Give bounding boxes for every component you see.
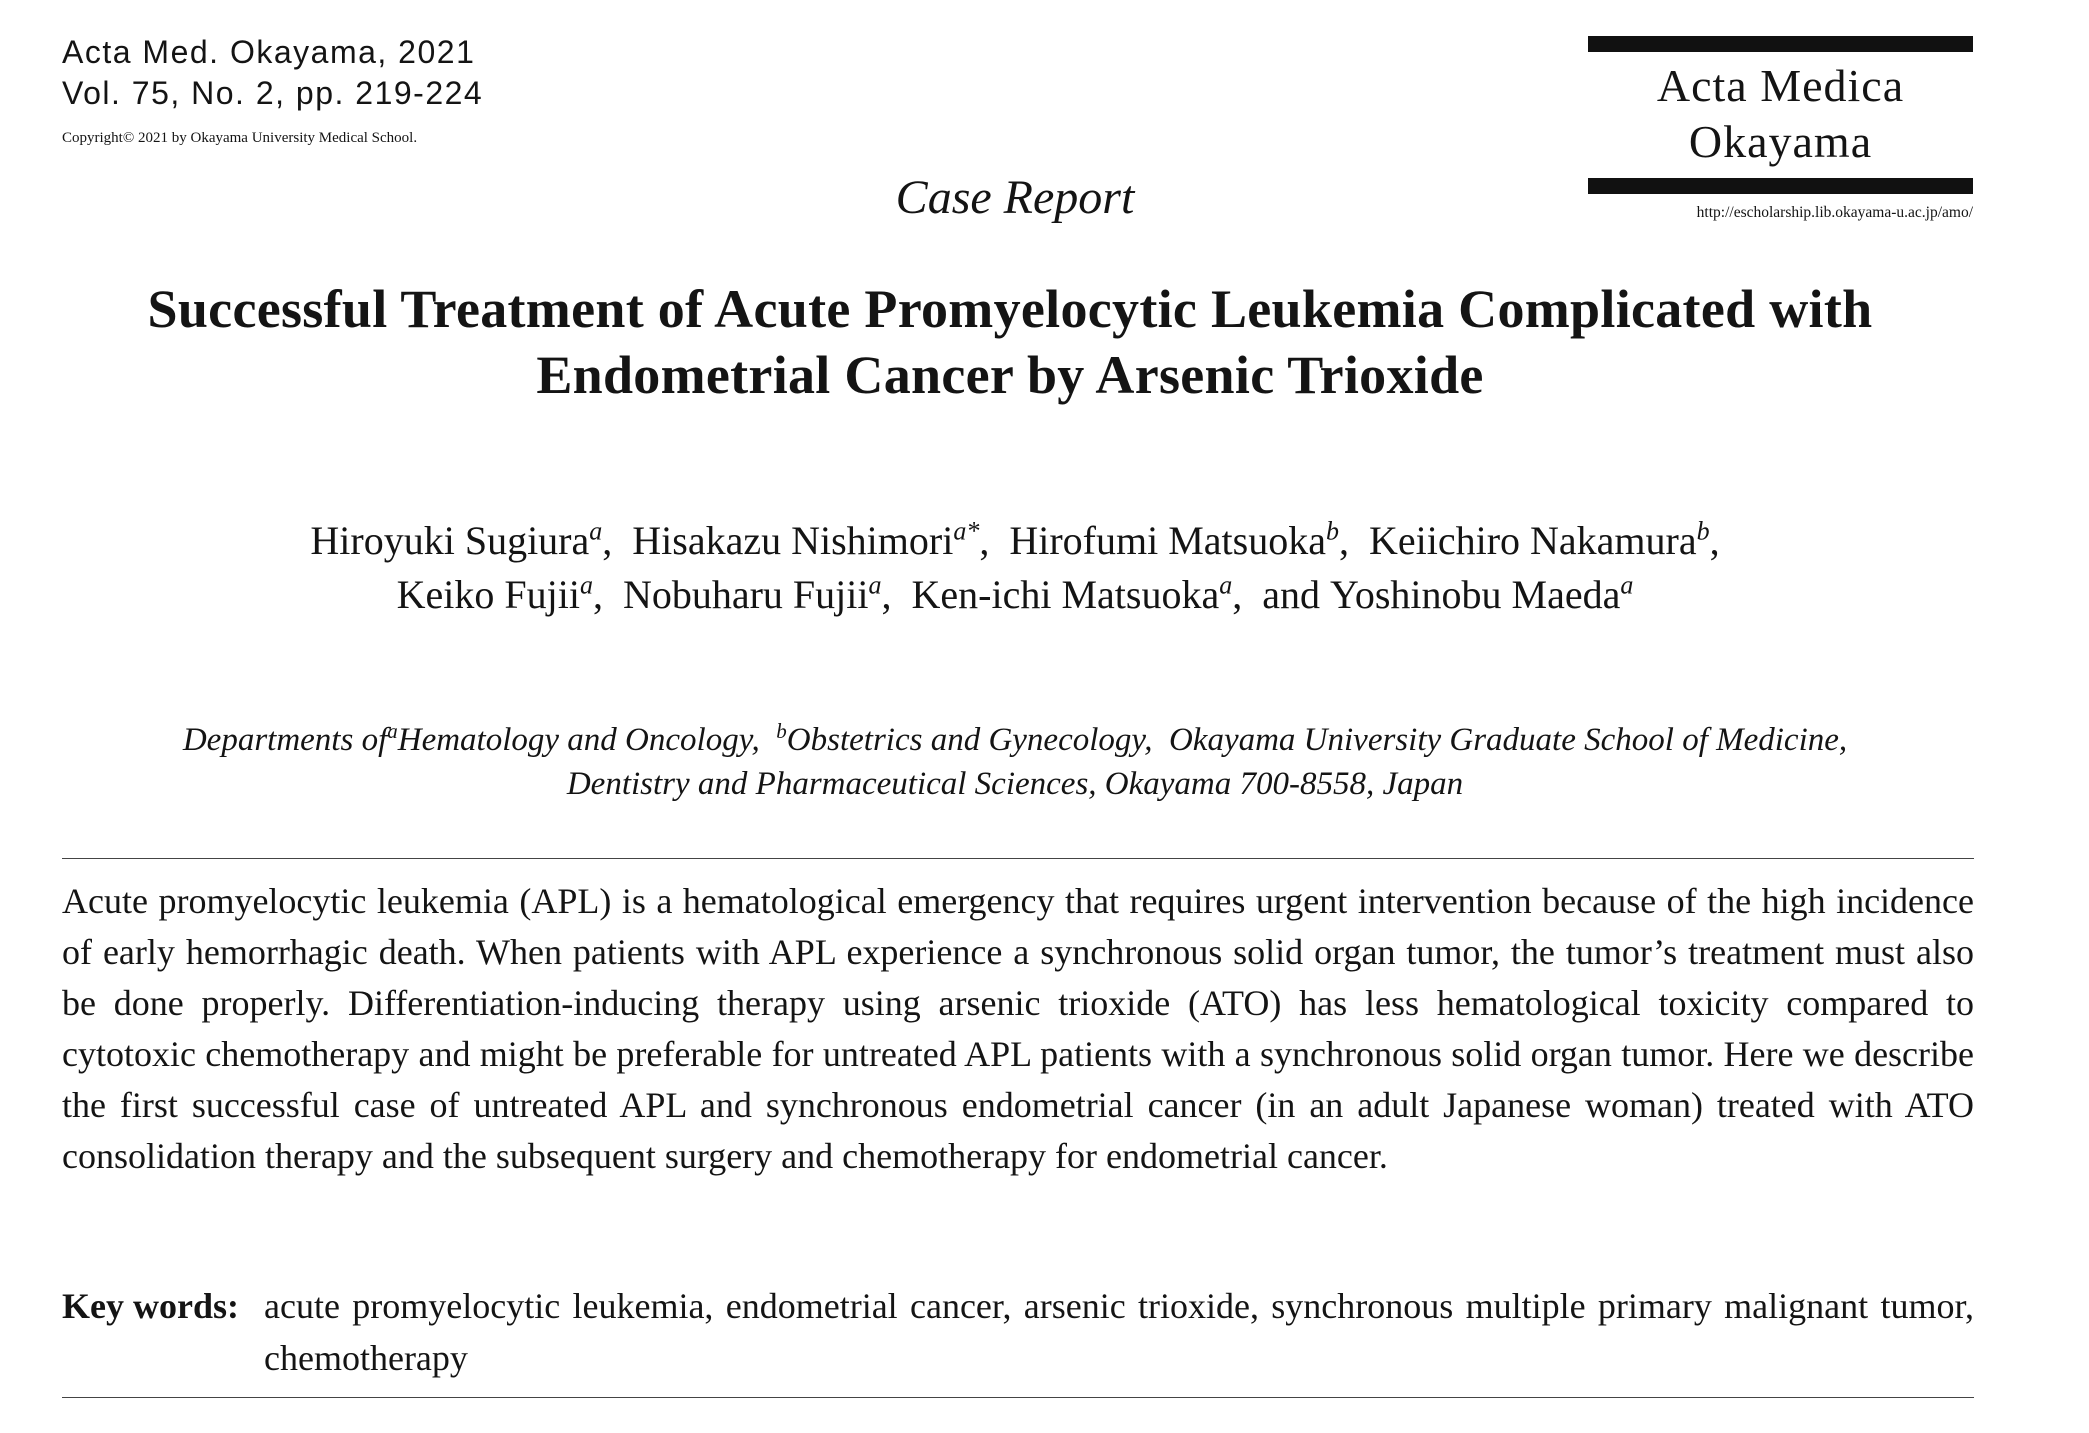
journal-logo	[1588, 58, 1973, 170]
affiliations	[60, 718, 1970, 806]
affiliation-mark: a	[589, 516, 603, 546]
author-line-2: Keiko Fujii$^a$, Nobuharu Fujii$^a$, Ken-ichi Matsuoka$^a$, and Yoshinobu Maeda$^a$	[396, 570, 1634, 617]
affiliation-mark: b	[1325, 516, 1339, 546]
author	[623, 572, 882, 617]
journal-citation-line: Acta Med. Okayama, 2021	[62, 34, 476, 70]
affiliation-mark: b	[1696, 516, 1710, 546]
keywords-text: acute promyelocytic leukemia, endometrial cancer, arsenic trioxide, synchronous multiple primary malignant tumor, chemotherapy	[264, 1286, 1974, 1378]
affiliation-mark: a	[579, 570, 593, 600]
affiliation-mark: a	[1620, 570, 1634, 600]
affiliation-mark: a	[1219, 570, 1233, 600]
affiliation-line-2: Dentistry and Pharmaceutical Sciences, Okayama 700-8558, Japan	[566, 766, 1464, 802]
affiliation-mark: a	[868, 570, 882, 600]
author	[1330, 572, 1633, 617]
author-conjunction: and	[1262, 572, 1320, 617]
logo-line-1: Acta Medica	[1656, 60, 1905, 111]
author	[397, 572, 593, 617]
abstract: Acute promyelocytic leukemia (APL) is a hematological emergency that requires urgent intervention because of the high incidence of early hemorrhagic death. When patients with APL experience a synchronous solid organ tumor, the tumor’s treatment must also be done properly. Differentiation-inducing therapy using arsenic trioxide (ATO) has less hematological toxicity compared to cytotoxic chemotherapy and might be preferable for untreated APL patients with a synchronous solid organ tumor. Here we describe the first successful case of untreated APL and synchronous endometrial cancer (in an adult Japanese woman) treated with ATO consolidation therapy and the subsequent surgery and chemotherapy for endometrial cancer.	[62, 881, 1974, 1176]
author-line-1: Hiroyuki Sugiura$^a$, Hisakazu Nishimori$^{a*}$, Hirofumi Matsuoka$^b$, Keiichiro Nakamura$^b$,	[310, 516, 1720, 563]
author	[912, 572, 1233, 617]
author-name: Nobuharu Fujii	[622, 572, 869, 617]
divider-top	[62, 858, 1974, 859]
article-type: Case Report	[895, 171, 1135, 224]
author-name: Hisakazu Nishimori	[632, 518, 954, 563]
author	[1369, 518, 1710, 563]
affiliation-mark: b	[776, 719, 787, 743]
title-line-2: Endometrial Cancer by Arsenic Trioxide	[536, 345, 1484, 405]
author	[310, 518, 602, 563]
author-name: Ken-ichi Matsuoka	[911, 572, 1220, 617]
affiliation-prefix: Departments of	[182, 722, 388, 758]
keywords-label: Key words:	[62, 1286, 239, 1326]
volume-issue-pages: Vol. 75, No. 2, pp. 219-224	[62, 75, 484, 111]
department-b: Obstetrics and Gynecology,	[786, 722, 1153, 758]
author-name: Keiichiro Nakamura	[1368, 518, 1697, 563]
author-list	[100, 514, 1930, 622]
affiliation-line-1	[60, 718, 1970, 762]
affiliation-mark: a	[387, 719, 398, 743]
author-name: Hiroyuki Sugiura	[310, 518, 590, 563]
author-name: Keiko Fujii	[396, 572, 580, 617]
divider-bottom	[62, 1397, 1974, 1398]
department-a: Hematology and Oncology,	[397, 722, 760, 758]
author-name: Yoshinobu Maeda	[1329, 572, 1621, 617]
title-line-1: Successful Treatment of Acute Promyelocytic Leukemia Complicated with	[147, 279, 1873, 339]
logo-top-bar	[1588, 36, 1973, 52]
copyright-notice: Copyright© 2021 by Okayama University Medical School.	[62, 130, 418, 146]
logo-line-2: Okayama	[1688, 116, 1873, 167]
author	[1009, 518, 1339, 563]
journal-url: http://escholarship.lib.okayama-u.ac.jp/amo/	[1696, 204, 1973, 221]
author	[632, 518, 979, 563]
paper-title	[40, 276, 1980, 408]
keywords	[62, 1280, 1974, 1384]
affiliation-mark: a*	[953, 516, 980, 546]
institution: Okayama University Graduate School of Medicine,	[1168, 722, 1848, 758]
author-name: Hirofumi Matsuoka	[1009, 518, 1326, 563]
